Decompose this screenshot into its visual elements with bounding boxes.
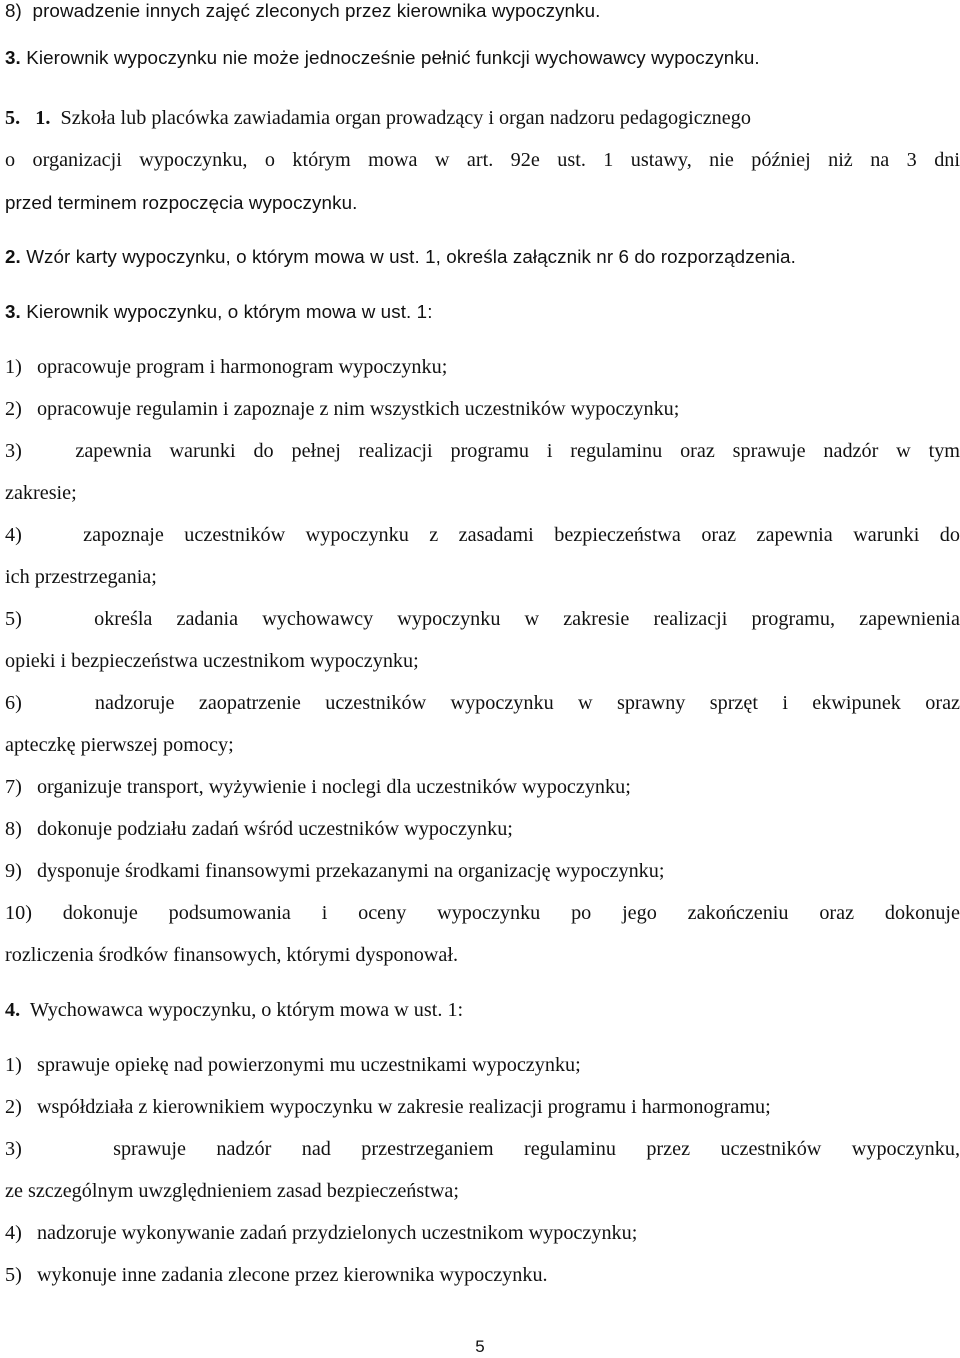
page-number: 5 xyxy=(475,1337,485,1356)
wychowawca-item-4: 4) nadzoruje wykonywanie zadań przydzielonych uczestnikom wypoczynku; xyxy=(5,1222,638,1244)
kierownik-item-1: 1) opracowuje program i harmonogram wypoczynku; xyxy=(5,356,448,378)
item-8-prowadzenie: 8) prowadzenie innych zajęć zleconych przez kierownika wypoczynku. xyxy=(5,0,601,21)
subparagraph-text: Wychowawca wypoczynku, o którym mowa w ust. 1: xyxy=(20,999,464,1021)
wychowawca-item-1: 1) sprawuje opiekę nad powierzonymi mu uczestnikami wypoczynku; xyxy=(5,1054,581,1076)
wychowawca-item-3-line-2: ze szczególnym uwzględnieniem zasad bezpieczeństwa; xyxy=(5,1180,460,1202)
subparagraph-text: Szkoła lub placówka zawiadamia organ prowadzący i organ nadzoru pedagogicznego xyxy=(60,107,751,129)
kierownik-item-5-line-1: 5) określa zadania wychowawcy wypoczynku w zakresie realizacji programu, zapewnienia xyxy=(5,608,960,630)
wychowawca-item-5: 5) wykonuje inne zadania zlecone przez kierownika wypoczynku. xyxy=(5,1264,548,1286)
section-number: 3. xyxy=(5,47,21,68)
paragraph-5-1-line-2: o organizacji wypoczynku, o którym mowa w art. 92e ust. 1 ustawy, nie później niż na 3 dni xyxy=(5,149,960,171)
kierownik-item-3-line-2: zakresie; xyxy=(5,482,77,504)
subparagraph-number: 2. xyxy=(5,246,21,267)
paragraph-5-4-intro xyxy=(5,997,960,1023)
kierownik-item-6-line-2: apteczkę pierwszej pomocy; xyxy=(5,734,234,756)
kierownik-item-5-line-2: opieki i bezpieczeństwa uczestnikom wypoczynku; xyxy=(5,650,419,672)
kierownik-item-4-line-2: ich przestrzegania; xyxy=(5,566,157,588)
kierownik-item-6-line-1: 6) nadzoruje zaopatrzenie uczestników wypoczynku w sprawny sprzęt i ekwipunek oraz xyxy=(5,692,960,714)
kierownik-item-8: 8) dokonuje podziału zadań wśród uczestników wypoczynku; xyxy=(5,818,513,840)
wychowawca-item-2: 2) współdziała z kierownikiem wypoczynku w zakresie realizacji programu i harmonogramu; xyxy=(5,1096,771,1118)
subparagraph-text: Kierownik wypoczynku, o którym mowa w ust. 1: xyxy=(20,301,433,322)
kierownik-item-10-line-1: 10) dokonuje podsumowania i oceny wypoczynku po jego zakończeniu oraz dokonuje xyxy=(5,902,960,924)
kierownik-item-4-line-1: 4) zapoznaje uczestników wypoczynku z zasadami bezpieczeństwa oraz zapewnia warunki do xyxy=(5,524,960,546)
paragraph-5-3-intro xyxy=(5,299,960,325)
kierownik-item-3-line-1: 3) zapewnia warunki do pełnej realizacji programu i regulaminu oraz sprawuje nadzór w tym xyxy=(5,440,960,462)
subparagraph-number: 4. xyxy=(5,999,21,1021)
section-3-kierownik-restriction xyxy=(5,45,960,71)
subparagraph-number: 3. xyxy=(5,301,21,322)
subparagraph-text: Wzór karty wypoczynku, o którym mowa w ust. 1, określa załącznik nr 6 do rozporządzenia. xyxy=(20,246,796,267)
kierownik-item-2: 2) opracowuje regulamin i zapoznaje z nim wszystkich uczestników wypoczynku; xyxy=(5,398,680,420)
paragraph-5-1-line-1 xyxy=(5,105,960,131)
kierownik-item-9: 9) dysponuje środkami finansowymi przekazanymi na organizację wypoczynku; xyxy=(5,860,665,882)
kierownik-item-10-line-2: rozliczenia środków finansowych, którymi dysponował. xyxy=(5,944,458,966)
paragraph-5-1-line-3: przed terminem rozpoczęcia wypoczynku. xyxy=(5,192,358,213)
wychowawca-item-3-line-1: 3) sprawuje nadzór nad przestrzeganiem regulaminu przez uczestników wypoczynku, xyxy=(5,1138,960,1160)
paragraph-number: 5. xyxy=(5,107,21,129)
subparagraph-number: 1. xyxy=(35,107,51,129)
kierownik-item-7: 7) organizuje transport, wyżywienie i noclegi dla uczestników wypoczynku; xyxy=(5,776,631,798)
section-text: Kierownik wypoczynku nie może jednocześnie pełnić funkcji wychowawcy wypoczynku. xyxy=(20,47,760,68)
paragraph-5-2 xyxy=(5,244,960,270)
